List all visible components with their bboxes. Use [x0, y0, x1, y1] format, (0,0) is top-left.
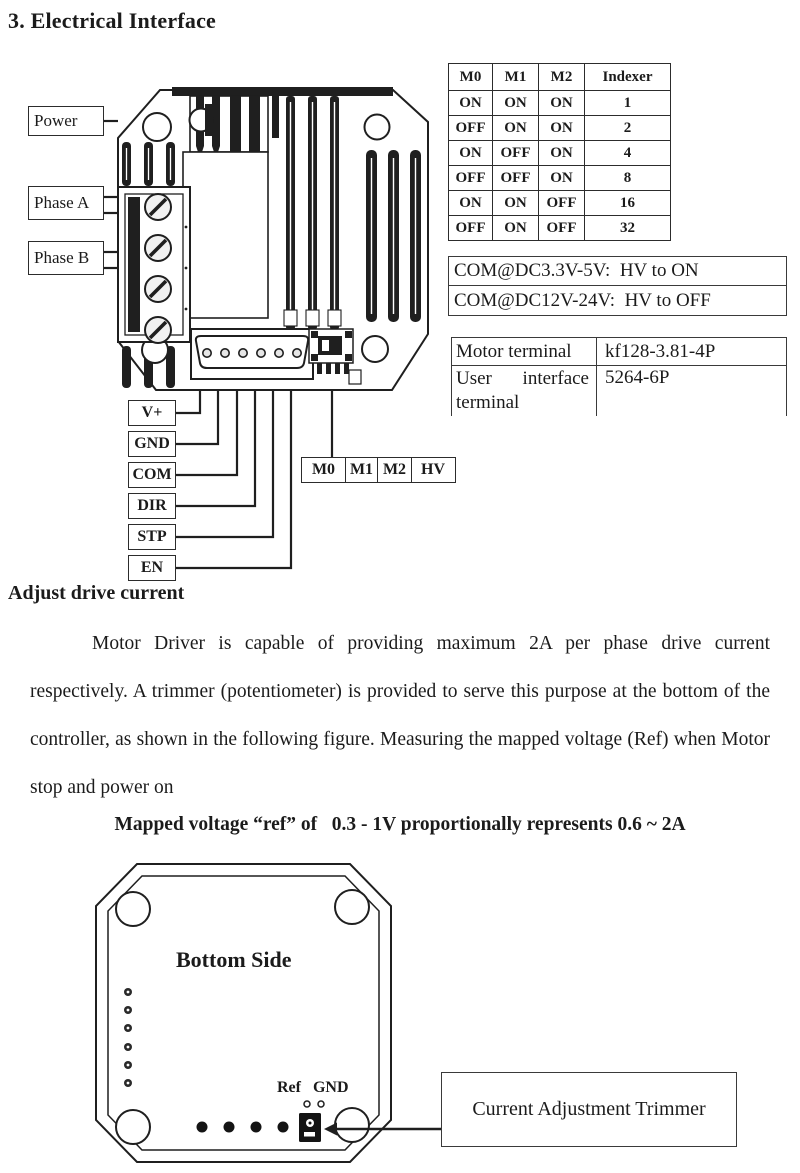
table-cell: ON: [539, 141, 585, 166]
label-vplus: V+: [128, 400, 176, 426]
label-phase-b: Phase B: [28, 241, 104, 275]
table-cell: 2: [585, 116, 671, 141]
terminal-name: Motor terminal: [452, 338, 597, 365]
table-header-cell: M1: [493, 64, 539, 91]
table-cell: ON: [449, 141, 493, 166]
ref-gnd-labels: [277, 1079, 349, 1097]
table-cell: ON: [493, 191, 539, 216]
gnd-label: GND: [312, 1079, 349, 1096]
microstep-indexer-table: [448, 63, 671, 241]
table-cell: OFF: [449, 216, 493, 241]
table-cell: ON: [493, 216, 539, 241]
label-m0: M0: [301, 457, 346, 483]
label-hv: HV: [411, 457, 456, 483]
label-phase-a: Phase A: [28, 186, 104, 220]
label-stp: STP: [128, 524, 176, 550]
table-cell: 16: [585, 191, 671, 216]
trimmer-callout-box: Current Adjustment Trimmer: [441, 1072, 737, 1147]
table-header-cell: Indexer: [585, 64, 671, 91]
body-paragraph: Motor Driver is capable of providing maximum 2A per phase drive current respectively. A trimmer (potentiometer) is provided to serve this purpose at the bottom of the controller, as shown in the following figure. Measuring the mapped voltage (Ref) when Motor stop and power on: [30, 633, 770, 798]
label-gnd: GND: [128, 431, 176, 457]
terminal-model-table: [451, 337, 787, 416]
table-cell: ON: [449, 191, 493, 216]
table-cell: 32: [585, 216, 671, 241]
com-row: COM@DC12V-24V: HV to OFF: [454, 289, 711, 311]
terminal-model: 5264-6P: [605, 367, 670, 388]
table-cell: OFF: [449, 116, 493, 141]
driver-top-view-diagram: [0, 0, 470, 600]
motor-terminal-block: [118, 187, 190, 343]
ref-label: Ref: [277, 1079, 301, 1096]
label-m1: M1: [345, 457, 379, 483]
table-cell: 4: [585, 141, 671, 166]
table-cell: ON: [539, 166, 585, 191]
label-com: COM: [128, 462, 176, 488]
table-cell: ON: [493, 91, 539, 116]
table-row: [452, 366, 786, 416]
section-heading: Adjust drive current: [8, 582, 185, 604]
bottom-side-label: Bottom Side: [176, 947, 292, 972]
com-voltage-table: [448, 256, 787, 316]
table-cell: OFF: [539, 216, 585, 241]
heatsink-top-band: [172, 87, 393, 96]
table-cell: ON: [539, 91, 585, 116]
table-cell: 8: [585, 166, 671, 191]
table-header-cell: M0: [449, 64, 493, 91]
terminal-name: User interface terminal: [452, 366, 597, 416]
table-cell: ON: [493, 116, 539, 141]
current-trimmer: [299, 1113, 321, 1142]
label-en: EN: [128, 555, 176, 581]
mapped-voltage-note: Mapped voltage “ref” of 0.3 - 1V proportionally represents 0.6 ~ 2A: [114, 814, 686, 835]
table-header-cell: M2: [539, 64, 585, 91]
user-interface-connector: [191, 329, 313, 379]
table-cell: ON: [539, 116, 585, 141]
table-cell: 1: [585, 91, 671, 116]
table-cell: ON: [449, 91, 493, 116]
table-row: [452, 338, 786, 366]
table-cell: OFF: [493, 141, 539, 166]
table-cell: OFF: [539, 191, 585, 216]
table-cell: OFF: [493, 166, 539, 191]
page-title: 3. Electrical Interface: [8, 8, 217, 33]
table-cell: OFF: [449, 166, 493, 191]
label-dir: DIR: [128, 493, 176, 519]
com-row: COM@DC3.3V-5V: HV to ON: [449, 257, 786, 286]
label-power: Power: [28, 106, 104, 136]
terminal-model: kf128-3.81-4P: [605, 340, 716, 362]
label-m2: M2: [377, 457, 412, 483]
